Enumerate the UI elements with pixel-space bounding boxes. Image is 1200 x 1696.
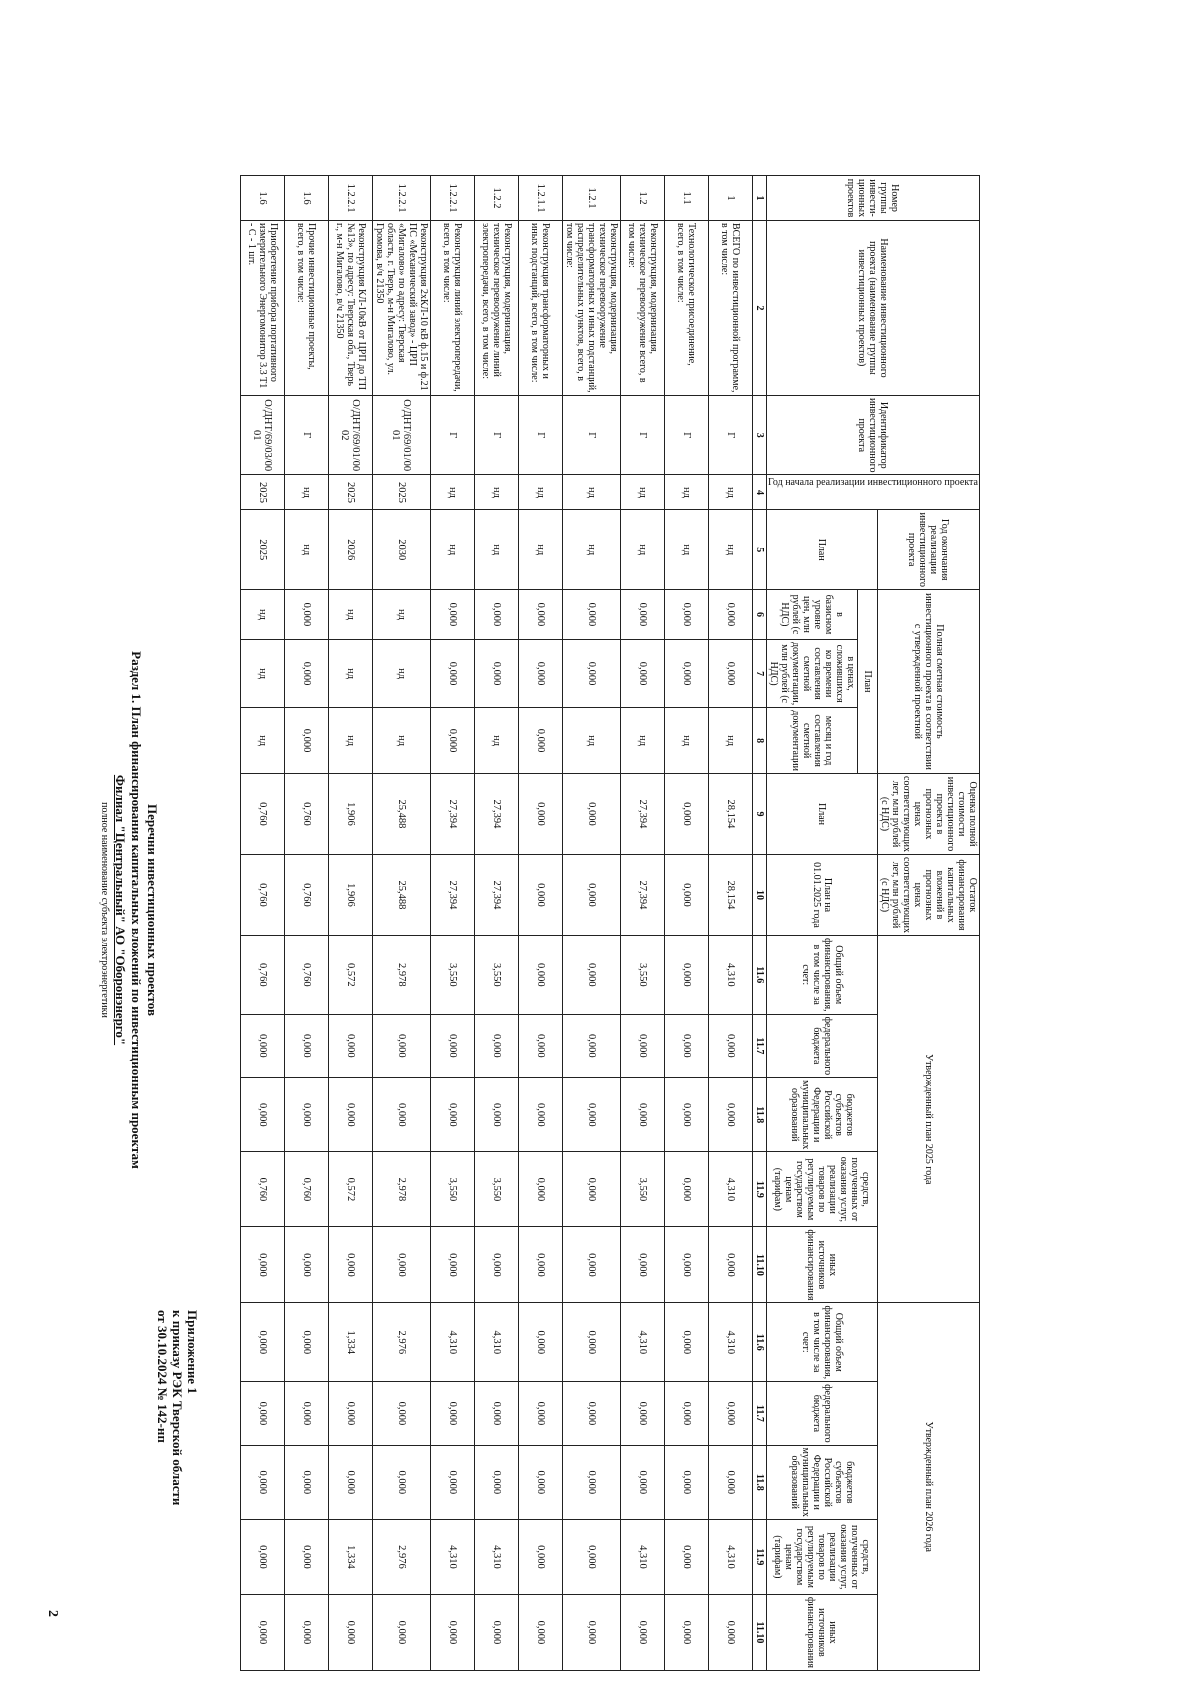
row-estimate-date: нд [373,708,431,774]
appendix-line-2: к приказу РЭК Тверской области [170,1310,185,1506]
row-estimate-date: нд [621,708,665,774]
row-estimate-price: нд [329,639,373,707]
row-full-cost: 27,394 [431,774,475,855]
row-2025-value: 0,000 [665,1014,709,1078]
row-name: Реконструкция трансформаторных и иных подстанций, всего, в том числе: [519,221,563,396]
row-base-price: 0,000 [475,589,519,639]
row-estimate-price: 0,000 [475,639,519,707]
header-2025-regional: бюджетов субъектов Российской Федерации и муниципальных образований [767,1078,878,1152]
row-2025-value: 0,000 [285,1227,329,1303]
row-2025-value: 0,000 [285,1014,329,1078]
header-2026-other: иных источников финансирования [767,1594,878,1670]
header-estimate-date: месяц и год составления сметной документации [767,708,858,774]
row-2026-value: 4,310 [621,1303,665,1382]
row-start-year: нд [431,475,475,510]
row-base-price: нд [329,589,373,639]
row-start-year: нд [621,475,665,510]
row-2026-value: 0,000 [665,1303,709,1382]
row-2026-value: 0,000 [329,1594,373,1670]
row-name: ВСЕГО по инвестиционной программе, в том числе: [709,221,753,396]
row-2026-value: 4,310 [431,1303,475,1382]
row-2025-value: 0,000 [475,1014,519,1078]
row-number: 1.2.1.1 [519,176,563,221]
organization-name: Филиал "Центральный" АО "Оборонэнерго" [113,774,128,1046]
row-2026-value: 0,000 [665,1445,709,1519]
row-name: Реконструкция, модернизация, техническое перевооружение трансформаторных и иных подстанций, распределительных пунктов, всего, в том числе: [563,221,621,396]
row-base-price: 0,000 [621,589,665,639]
column-index-cell: 8 [753,708,767,774]
column-index-cell: 11.10 [753,1227,767,1303]
row-estimate-price: 0,000 [709,639,753,707]
row-2026-value: 0,000 [241,1519,285,1594]
row-2026-value: 0,000 [373,1382,431,1446]
row-2026-value: 0,000 [621,1594,665,1670]
column-index-cell: 11.6 [753,1303,767,1382]
row-full-cost: 0,000 [519,774,563,855]
row-2025-value: 0,000 [241,1014,285,1078]
row-end-year: нд [519,510,563,589]
row-2026-value: 0,000 [329,1445,373,1519]
row-identifier: Г [475,396,519,475]
row-2025-value: 0,000 [621,1227,665,1303]
row-full-cost: 0,000 [563,774,621,855]
header-project-name: Наименование инвестиционного проекта (наименование группы инвестиционных проектов) [767,221,980,396]
row-2025-value: 0,000 [665,1152,709,1227]
row-remaining: 0,760 [285,854,329,935]
row-2025-value: 0,760 [241,935,285,1014]
header-2025-tariff: средств, полученных от оказания услуг, реализации товаров по регулируемым государством ценам (тарифам) [767,1152,878,1227]
row-2026-value: 2,976 [373,1303,431,1382]
row-2026-value: 0,000 [285,1519,329,1594]
header-plan-2025: Утвержденный план 2025 года [878,935,980,1303]
row-2026-value: 0,000 [241,1382,285,1446]
row-start-year: нд [519,475,563,510]
row-name: Прочие инвестиционные проекты, всего, в том числе: [285,221,329,396]
row-2025-value: 3,550 [621,1152,665,1227]
row-estimate-price: 0,000 [563,639,621,707]
row-2025-value: 0,000 [329,1014,373,1078]
row-start-year: нд [665,475,709,510]
row-2025-value: 0,000 [329,1227,373,1303]
row-full-cost: 27,394 [621,774,665,855]
row-name: Приобретение прибора портативного измерительного Энергомонитор 3.3 Т1 - С - 1 шт. [241,221,285,396]
row-name: Технологическое присоединение, всего, в том числе: [665,221,709,396]
header-full-cost-plan: План [767,774,878,855]
column-index-cell: 5 [753,510,767,589]
row-remaining: 0,000 [519,854,563,935]
row-remaining: 0,000 [563,854,621,935]
row-2026-value: 4,310 [431,1519,475,1594]
row-identifier: Г [431,396,475,475]
header-plan-2026: Утвержденный план 2026 года [878,1303,980,1671]
column-index-cell: 11.7 [753,1382,767,1446]
row-remaining: 27,394 [475,854,519,935]
row-2025-value: 0,000 [431,1227,475,1303]
row-2025-value: 3,550 [475,1152,519,1227]
column-index-cell: 2 [753,221,767,396]
row-estimate-price: нд [241,639,285,707]
table-row [709,176,753,1671]
row-2026-value: 0,000 [709,1445,753,1519]
row-2025-value: 0,000 [373,1078,431,1152]
row-estimate-date: нд [665,708,709,774]
header-2026-tariff: средств, полученных от оказания услуг, реализации товаров по регулируемым государством ценам (тарифам) [767,1519,878,1594]
row-name: Реконструкция КЛ-10кВ от ЦРП до ТП №13», по адресу: Тверская обл., Тверь г., м-н Мигалово, в/ч 21350 [329,221,373,396]
header-2026-regional: бюджетов субъектов Российской Федерации и муниципальных образований [767,1445,878,1519]
row-estimate-date: нд [329,708,373,774]
row-remaining: 25,488 [373,854,431,935]
row-2025-value: 0,000 [709,1014,753,1078]
row-end-year: нд [563,510,621,589]
row-2026-value: 0,000 [285,1445,329,1519]
row-number: 1.1 [665,176,709,221]
row-identifier: Г [709,396,753,475]
row-2025-value: 0,000 [475,1078,519,1152]
header-remaining-group: Остаток финансирования капитальных вложений в прогнозных ценах соответствующих лет, млн рублей (с НДС) [878,854,980,935]
row-2026-value: 1,334 [329,1303,373,1382]
row-end-year: нд [621,510,665,589]
header-2025-total: Общий объем финансирования, в том числе за счет: [767,935,878,1014]
row-identifier: О/ДНТ/69/01/00 01 [373,396,431,475]
table-row [519,176,563,1671]
row-2025-value: 0,000 [519,935,563,1014]
row-estimate-price: 0,000 [285,639,329,707]
row-2026-value: 0,000 [563,1519,621,1594]
row-end-year: нд [285,510,329,589]
row-start-year: 2025 [241,475,285,510]
row-base-price: 0,000 [563,589,621,639]
row-estimate-date: 0,000 [431,708,475,774]
investment-table [240,175,980,1671]
column-index-cell: 1 [753,176,767,221]
row-2025-value: 0,760 [241,1152,285,1227]
row-2025-value: 4,310 [709,1152,753,1227]
row-2025-value: 0,000 [709,1078,753,1152]
row-2026-value: 0,000 [563,1303,621,1382]
header-2026-total: Общий объем финансирования, в том числе за счет: [767,1303,878,1382]
row-2025-value: 0,000 [373,1227,431,1303]
row-full-cost: 1,906 [329,774,373,855]
row-identifier: О/ДНТ/69/03/00 01 [241,396,285,475]
row-name: Реконструкция, модернизация, техническое перевооружение линий электропередачи, всего, в том числе: [475,221,519,396]
row-2026-value: 0,000 [665,1382,709,1446]
row-estimate-date: нд [563,708,621,774]
row-start-year: 2025 [329,475,373,510]
row-2026-value: 0,000 [431,1382,475,1446]
row-base-price: 0,000 [285,589,329,639]
row-base-price: нд [241,589,285,639]
row-full-cost: 0,760 [241,774,285,855]
column-index-cell: 3 [753,396,767,475]
header-end-year-plan: План [767,510,878,589]
row-full-cost: 0,760 [285,774,329,855]
appendix-line-3: от 30.10.2024 № 142-нп [155,1310,170,1443]
row-2025-value: 0,000 [563,1014,621,1078]
row-base-price: нд [373,589,431,639]
row-2026-value: 0,000 [241,1445,285,1519]
column-index-row [753,176,767,1671]
row-2025-value: 0,000 [285,1078,329,1152]
row-2026-value: 0,000 [621,1382,665,1446]
row-2025-value: 0,000 [665,1227,709,1303]
row-remaining: 0,000 [665,854,709,935]
column-index-cell: 11.9 [753,1519,767,1594]
row-2025-value: 0,000 [241,1078,285,1152]
row-identifier: Г [621,396,665,475]
row-number: 1.2 [621,176,665,221]
row-2025-value: 0,000 [563,1227,621,1303]
row-name: Реконструкция 2хКЛ-10 кВ ф.15 и ф.21 ПС «Механический завод» - ЦРП «Мигалово» по адресу: Тверская область, г. Тверь, м-н Мигалово, ул. Громова, в/ч 21350 [373,221,431,396]
column-index-cell: 11.7 [753,1014,767,1078]
column-index-cell: 7 [753,639,767,707]
column-index-cell: 11.8 [753,1078,767,1152]
row-identifier: О/ДНТ/69/01/00 02 [329,396,373,475]
row-end-year: 2030 [373,510,431,589]
row-2026-value: 0,000 [709,1382,753,1446]
row-2025-value: 0,000 [241,1227,285,1303]
row-end-year: нд [665,510,709,589]
row-remaining: 27,394 [621,854,665,935]
header-2026-federal: федерального бюджета [767,1382,878,1446]
row-2025-value: 0,572 [329,935,373,1014]
row-2026-value: 0,000 [563,1382,621,1446]
row-2025-value: 0,760 [285,935,329,1014]
header-estimate-plan: План [858,589,878,773]
row-2026-value: 0,000 [329,1382,373,1446]
row-2026-value: 0,000 [665,1519,709,1594]
row-number: 1.6 [285,176,329,221]
appendix-note [155,1310,200,1630]
header-estimate-price: в ценах, сложившихся ко времени составления сметной документации, млн рублей (с НДС) [767,639,858,707]
row-2025-value: 0,572 [329,1152,373,1227]
row-remaining: 27,394 [431,854,475,935]
column-index-cell: 6 [753,589,767,639]
row-2026-value: 0,000 [519,1594,563,1670]
row-base-price: 0,000 [519,589,563,639]
row-2026-value: 0,000 [285,1382,329,1446]
row-estimate-price: 0,000 [431,639,475,707]
table-row [329,176,373,1671]
row-2025-value: 0,000 [519,1227,563,1303]
row-2025-value: 0,000 [563,1152,621,1227]
row-2025-value: 3,550 [621,935,665,1014]
row-full-cost: 0,000 [665,774,709,855]
row-base-price: 0,000 [431,589,475,639]
row-2025-value: 0,000 [621,1014,665,1078]
row-estimate-price: 0,000 [665,639,709,707]
row-estimate-date: 0,000 [519,708,563,774]
row-2026-value: 0,000 [475,1382,519,1446]
row-2025-value: 2,978 [373,1152,431,1227]
row-2025-value: 2,978 [373,935,431,1014]
row-name: Реконструкция линий электропередачи, всего, в том числе: [431,221,475,396]
row-2026-value: 2,976 [373,1519,431,1594]
row-identifier: Г [665,396,709,475]
header-2025-federal: федерального бюджета [767,1014,878,1078]
row-2026-value: 0,000 [519,1303,563,1382]
row-number: 1.2.2 [475,176,519,221]
row-2025-value: 0,000 [431,1014,475,1078]
row-2026-value: 4,310 [621,1519,665,1594]
row-number: 1.6 [241,176,285,221]
row-number: 1.2.2.1 [373,176,431,221]
column-index-cell: 11.8 [753,1445,767,1519]
column-index-cell: 9 [753,774,767,855]
table-row [373,176,431,1671]
row-identifier: Г [519,396,563,475]
column-index-cell: 4 [753,475,767,510]
row-2025-value: 0,000 [329,1078,373,1152]
row-remaining: 1,906 [329,854,373,935]
row-2025-value: 3,550 [431,935,475,1014]
row-name: Реконструкция, модернизация, техническое перевооружение всего, в том числе: [621,221,665,396]
document-title: Перечни инвестиционных проектов [145,804,160,1016]
header-remaining-plan: План на 01.01.2025 года [767,854,878,935]
column-index-cell: 10 [753,854,767,935]
row-start-year: нд [475,475,519,510]
row-2026-value: 0,000 [563,1445,621,1519]
row-2025-value: 3,550 [475,935,519,1014]
row-end-year: нд [431,510,475,589]
row-2025-value: 0,000 [563,1078,621,1152]
column-index-cell: 11.9 [753,1152,767,1227]
row-2026-value: 0,000 [475,1445,519,1519]
row-number: 1.2.1 [563,176,621,221]
row-2025-value: 4,310 [709,935,753,1014]
row-2026-value: 0,000 [563,1594,621,1670]
row-2026-value: 0,000 [519,1519,563,1594]
row-estimate-date: нд [709,708,753,774]
column-index-cell: 11.10 [753,1594,767,1670]
row-2026-value: 4,310 [475,1303,519,1382]
table-row [563,176,621,1671]
row-end-year: нд [709,510,753,589]
row-full-cost: 28,154 [709,774,753,855]
row-2026-value: 1,334 [329,1519,373,1594]
table-row [621,176,665,1671]
row-estimate-date: нд [475,708,519,774]
header-start-year: Год начала реализации инвестиционного проекта [767,475,980,510]
row-2026-value: 0,000 [285,1303,329,1382]
row-full-cost: 25,488 [373,774,431,855]
row-2025-value: 0,000 [475,1227,519,1303]
row-2026-value: 0,000 [709,1594,753,1670]
row-2025-value: 0,000 [519,1152,563,1227]
row-2026-value: 0,000 [373,1445,431,1519]
row-2026-value: 0,000 [621,1445,665,1519]
row-2026-value: 0,000 [373,1594,431,1670]
row-number: 1.2.2.1 [329,176,373,221]
table-row [475,176,519,1671]
row-start-year: нд [709,475,753,510]
row-2025-value: 0,000 [665,1078,709,1152]
header-base-price: в базисном уровне цен, млн рублей (с НДС) [767,589,858,639]
row-end-year: 2026 [329,510,373,589]
row-2026-value: 0,000 [665,1594,709,1670]
table-row [665,176,709,1671]
row-start-year: нд [563,475,621,510]
row-number: 1 [709,176,753,221]
row-2026-value: 0,000 [519,1445,563,1519]
row-2025-value: 0,000 [519,1014,563,1078]
row-2025-value: 0,000 [519,1078,563,1152]
row-estimate-price: 0,000 [519,639,563,707]
row-2026-value: 4,310 [709,1519,753,1594]
row-remaining: 28,154 [709,854,753,935]
row-2026-value: 0,000 [431,1594,475,1670]
row-2025-value: 0,000 [621,1078,665,1152]
row-start-year: нд [285,475,329,510]
page-number: 2 [45,1610,60,1617]
row-end-year: нд [475,510,519,589]
row-2026-value: 0,000 [475,1594,519,1670]
row-2026-value: 0,000 [519,1382,563,1446]
table-row [431,176,475,1671]
row-base-price: 0,000 [709,589,753,639]
table-row [241,176,285,1671]
appendix-line-1: Приложение 1 [185,1310,200,1394]
row-estimate-date: 0,000 [285,708,329,774]
table-row [285,176,329,1671]
row-estimate-price: нд [373,639,431,707]
row-2025-value: 0,760 [285,1152,329,1227]
row-remaining: 0,760 [241,854,285,935]
row-2026-value: 0,000 [285,1594,329,1670]
header-2025-other: иных источников финансирования [767,1227,878,1303]
row-2025-value: 0,000 [563,935,621,1014]
row-2025-value: 0,000 [373,1014,431,1078]
document-header [96,160,160,1660]
row-2025-value: 0,000 [665,935,709,1014]
row-2025-value: 0,000 [709,1227,753,1303]
header-estimate-group: Полная сметная стоимость инвестиционного проекта в соответствии с утвержденной проектной [878,589,980,773]
row-estimate-price: 0,000 [621,639,665,707]
organization-caption: полное наименование субъекта электроэнергетики [99,802,110,1018]
row-2026-value: 4,310 [475,1519,519,1594]
row-full-cost: 27,394 [475,774,519,855]
row-estimate-date: нд [241,708,285,774]
row-2026-value: 0,000 [431,1445,475,1519]
row-2025-value: 0,000 [431,1078,475,1152]
row-number: 1.2.2.1 [431,176,475,221]
row-identifier: Г [563,396,621,475]
row-2026-value: 0,000 [241,1303,285,1382]
header-full-cost-group: Оценка полной стоимости инвестиционного проекта в прогнозных ценах соответствующих лет, млн рублей (с НДС) [878,774,980,855]
header-group-number: Номер группы инвести-ционных проектов [767,176,980,221]
row-2025-value: 3,550 [431,1152,475,1227]
section-title: Раздел 1. План финансирования капитальных вложений по инвестиционным проектам [129,651,144,1169]
row-2026-value: 4,310 [709,1303,753,1382]
row-base-price: 0,000 [665,589,709,639]
row-end-year: 2025 [241,510,285,589]
row-identifier: Г [285,396,329,475]
row-2026-value: 0,000 [241,1594,285,1670]
column-index-cell: 11.6 [753,935,767,1014]
header-end-year-group: Год окончания реализации инвестиционного проекта [878,510,980,589]
row-start-year: 2025 [373,475,431,510]
header-project-id: Идентификатор инвестиционного проекта [767,396,980,475]
